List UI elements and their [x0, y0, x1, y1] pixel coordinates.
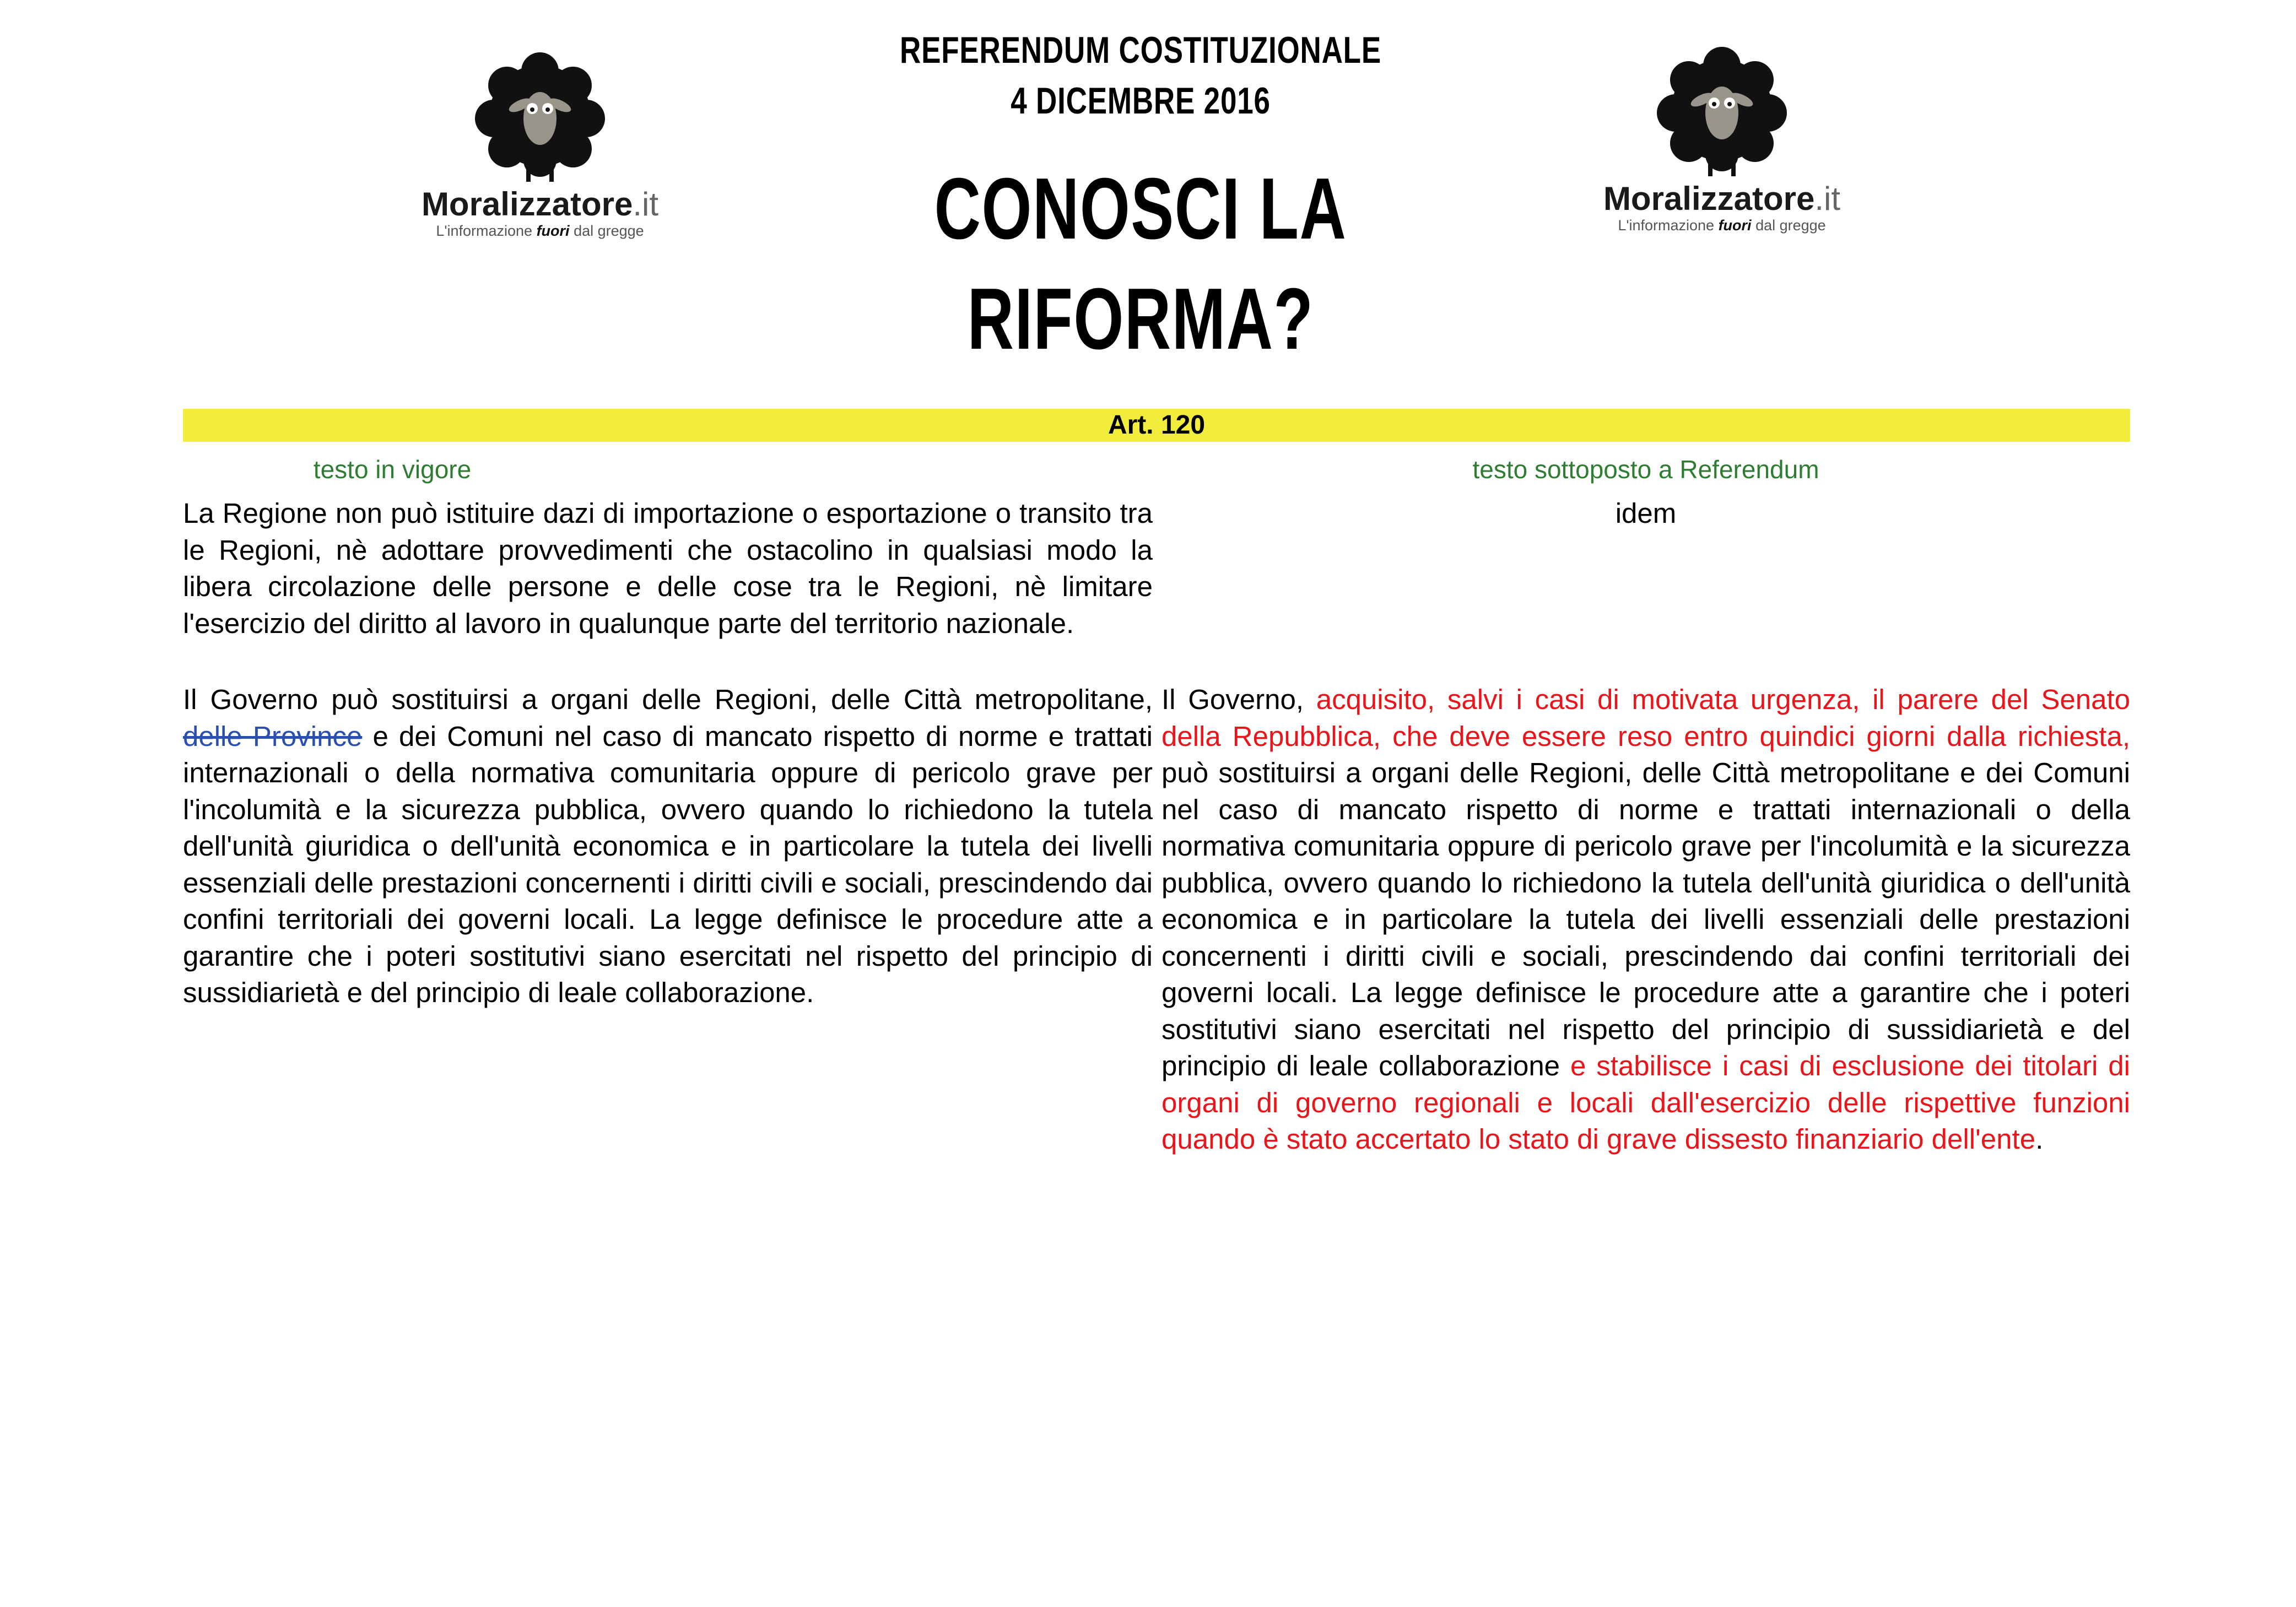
added-text-2: e stabilisce i casi di esclusione dei titolari di organi di governo regionali e locali dall'esercizio delle rispettive funzioni quando è stato accertato lo stato di grave dissesto finanziario dell'ente [1161, 1050, 2130, 1155]
struck-text: delle Province [183, 720, 363, 752]
logo-right[interactable] [1595, 47, 1849, 245]
left-column-p1 [183, 495, 1153, 642]
logo-tagline: L'informazione fuori dal gregge [1618, 217, 1826, 234]
header-line-2: 4 DICEMBRE 2016 [1011, 80, 1271, 122]
logo-left[interactable] [413, 52, 667, 251]
current-text-paragraph-2: Il Governo può sostituirsi a organi delle Regioni, delle Città metropolitane, delle Province e dei Comuni nel caso di mancato rispetto di norme e trattati internazionali o della normativa comunitaria oppure di pericolo grave per l'incolumità e la sicurezza pubblica, ovvero quando lo richiedono la tutela dell'unità giuridica o dell'unità economica e in particolare la tutela dei livelli essenziali delle prestazioni concernenti i diritti civili e sociali, prescindendo dai confini territoriali dei governi locali. La legge definisce le procedure atte a garantire che i poteri sostitutivi siano esercitati nel rispetto del principio di sussidiarietà e del principio di leale collaborazione. [183, 684, 1153, 1008]
article-title-bar: Art. 120 [183, 409, 2130, 442]
page-title: CONOSCI LA RIFORMA? [934, 160, 1347, 367]
logo-name: Moralizzatore.it [421, 186, 659, 223]
black-sheep-icon [474, 52, 606, 185]
right-column-p2 [1161, 681, 2130, 1158]
left-column-p2 [183, 681, 1153, 1011]
proposed-text-paragraph: Il Governo, acquisito, salvi i casi di motivata urgenza, il parere del Senato della Repubblica, che deve essere reso entro quindici giorni dalla richiesta, può sostituirsi a organi delle Regioni, delle Città metropolitane e dei Comuni nel caso di mancato rispetto di norme e trattati internazionali o della normativa comunitaria oppure di pericolo grave per l'incolumità e la sicurezza pubblica, ovvero quando lo richiedono la tutela dell'unità giuridica o dell'unità economica e in particolare la tutela dei livelli essenziali delle prestazioni concernenti i diritti civili e sociali, prescindendo dai confini territoriali dei governi locali. La legge definisce le procedure atte a garantire che i poteri sostitutivi siano esercitati nel rispetto del principio di sussidiarietà e del principio di leale collaborazione e stabilisce i casi di esclusione dei titolari di organi di governo regionali e locali dall'esercizio delle rispettive funzioni quando è stato accertato lo stato di grave dissesto finanziario dell'ente. [1161, 684, 2131, 1155]
added-text-1: acquisito, salvi i casi di motivata urgenza, il parere del Senato della Repubblica, che deve essere reso entro quindici giorni dalla richiesta, [1161, 684, 2131, 752]
right-column-header: testo sottoposto a Referendum [1472, 455, 1819, 484]
logo-name: Moralizzatore.it [1603, 180, 1841, 217]
left-column-header: testo in vigore [313, 455, 472, 484]
page-header [727, 25, 1554, 374]
right-column-p1 [1161, 495, 2130, 532]
idem-label: idem [1615, 497, 1677, 529]
black-sheep-icon [1656, 47, 1788, 179]
current-text-paragraph-1: La Regione non può istituire dazi di importazione o esportazione o transito tra le Regioni, nè adottare provvedimenti che ostacolino in qualsiasi modo la libera circolazione delle persone e delle cose tra le Regioni, nè limitare l'esercizio del diritto al lavoro in qualunque parte del territorio nazionale. [183, 497, 1153, 639]
header-line-1: REFERENDUM COSTITUZIONALE [899, 29, 1382, 71]
logo-tagline: L'informazione fuori dal gregge [436, 223, 644, 239]
